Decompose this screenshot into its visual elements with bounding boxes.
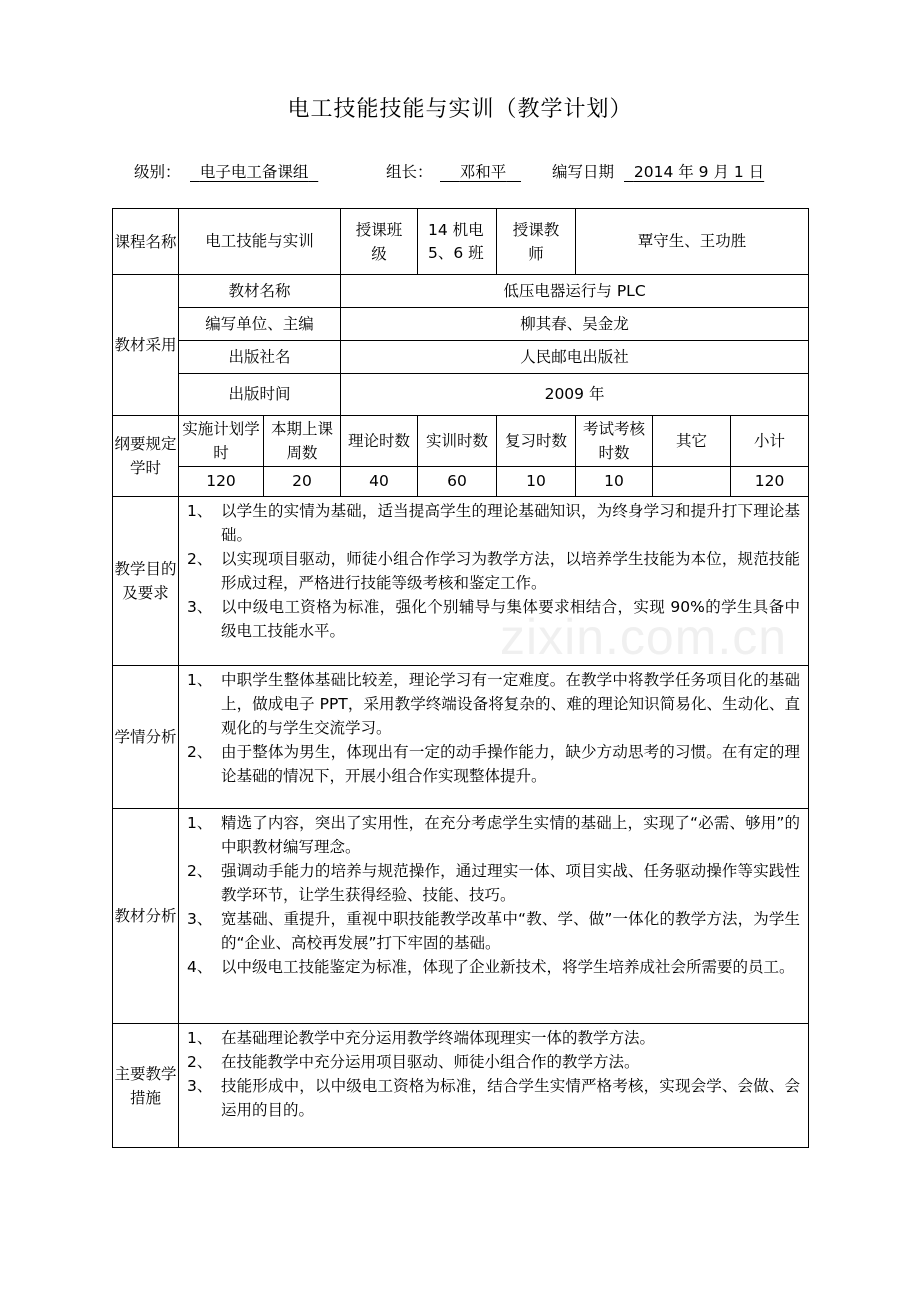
date-label: 编写日期 <box>552 163 615 181</box>
hours-value: 40 <box>341 467 418 497</box>
item-text: 强调动手能力的培养与规范操作，通过理实一体、项目实战、任务驱动操作等实践性教学环节，让学生获得经验、技能、技巧。 <box>221 862 801 904</box>
item-text: 以学生的实情为基础，适当提高学生的理论基础知识，为终身学习和提升打下理论基础。 <box>221 502 801 544</box>
hours-header: 复习时数 <box>497 416 576 467</box>
item-number: 1、 <box>187 814 213 832</box>
textbook-section-label: 教材采用 <box>113 275 179 416</box>
hours-value <box>653 467 731 497</box>
item-text: 宽基础、重提升，重视中职技能教学改革中“教、学、做”一体化的教学方法，为学生的“企业、高校再发展”打下牢固的基础。 <box>221 910 801 952</box>
section-label: 主要教学措施 <box>113 1024 179 1148</box>
section-label: 教学目的及要求 <box>113 497 179 666</box>
date-value: 2014 年 9 月 1 日 <box>633 163 765 181</box>
item-number: 3、 <box>187 598 213 616</box>
textbook-label: 教材名称 <box>179 275 341 308</box>
item-text: 中职学生整体基础比较差，理论学习有一定难度。在教学中将教学任务项目化的基础上，做成电子 PPT，采用教学终端设备将复杂的、难的理论知识简易化、生动化、直观化的与学生交流学习。 <box>221 671 801 737</box>
item-text: 以中级电工技能鉴定为标准，体现了企业新技术，将学生培养成社会所需要的员工。 <box>221 958 795 976</box>
list-item <box>187 811 800 859</box>
item-text: 以实现项目驱动，师徒小组合作学习为教学方法，以培养学生技能为本位，规范技能形成过程，严格进行技能等级考核和鉴定工作。 <box>221 550 801 592</box>
hours-value-row <box>113 467 809 497</box>
textbook-row <box>113 374 809 416</box>
section-label: 教材分析 <box>113 809 179 1024</box>
item-text: 精选了内容，突出了实用性，在充分考虑学生实情的基础上，实现了“必需、够用”的中职教材编写理念。 <box>221 814 801 856</box>
hours-value: 10 <box>497 467 576 497</box>
textbook-value: 低压电器运行与 PLC <box>341 275 809 308</box>
textbook-label: 出版时间 <box>179 374 341 416</box>
textbook-label: 编写单位、主编 <box>179 308 341 341</box>
item-number: 4、 <box>187 958 213 976</box>
course-name-value: 电工技能与实训 <box>179 209 341 275</box>
level-value: 电子电工备课组 <box>199 163 309 181</box>
section-row <box>113 666 809 809</box>
textbook-row <box>113 308 809 341</box>
class-value: 14 机电 5、6 班 <box>418 209 497 275</box>
hours-header: 实训时数 <box>418 416 497 467</box>
item-number: 2、 <box>187 550 213 568</box>
teacher-value: 覃守生、王功胜 <box>576 209 809 275</box>
page-title: 电工技能技能与实训（教学计划） <box>287 97 633 122</box>
section-content <box>179 666 809 809</box>
textbook-value: 2009 年 <box>341 374 809 416</box>
textbook-label: 出版社名 <box>179 341 341 374</box>
section-content <box>179 809 809 1024</box>
textbook-row <box>113 341 809 374</box>
leader-label: 组长： <box>386 163 433 181</box>
textbook-row <box>113 275 809 308</box>
item-text: 以中级电工资格为标准，强化个别辅导与集体要求相结合，实现 90%的学生具备中级电工技能水平。 <box>221 598 801 640</box>
item-number: 2、 <box>187 862 213 880</box>
hours-header: 其它 <box>653 416 731 467</box>
hours-value: 120 <box>179 467 264 497</box>
hours-value: 20 <box>264 467 341 497</box>
hours-value: 120 <box>731 467 809 497</box>
list-item <box>187 955 800 979</box>
hours-section-label: 纲要规定学时 <box>113 416 179 497</box>
item-number: 3、 <box>187 1077 213 1095</box>
hours-header: 理论时数 <box>341 416 418 467</box>
hours-header: 考试考核时数 <box>576 416 653 467</box>
textbook-value: 人民邮电出版社 <box>341 341 809 374</box>
teacher-label: 授课教师 <box>497 209 576 275</box>
item-number: 3、 <box>187 910 213 928</box>
hours-header: 实施计划学时 <box>179 416 264 467</box>
course-row <box>113 209 809 275</box>
section-row <box>113 1024 809 1148</box>
course-name-label: 课程名称 <box>113 209 179 275</box>
item-number: 2、 <box>187 1053 213 1071</box>
list-item <box>187 740 800 788</box>
section-label: 学情分析 <box>113 666 179 809</box>
hours-header-row <box>113 416 809 467</box>
leader-value: 邓和平 <box>459 163 507 181</box>
meta-line <box>0 160 920 186</box>
hours-header: 本期上课周数 <box>264 416 341 467</box>
hours-header: 小计 <box>731 416 809 467</box>
level-label: 级别： <box>134 163 181 181</box>
list-item <box>187 1074 800 1122</box>
item-text: 在基础理论教学中充分运用教学终端体现理实一体的教学方法。 <box>221 1029 656 1047</box>
list-item <box>187 668 800 740</box>
list-item <box>187 499 800 547</box>
list-item <box>187 1026 800 1050</box>
watermark: zixin.com.cn <box>500 609 788 665</box>
item-text: 技能形成中，以中级电工资格为标准，结合学生实情严格考核，实现会学、会做、会运用的目的。 <box>221 1077 801 1119</box>
section-row <box>113 809 809 1024</box>
plan-table <box>112 208 809 1148</box>
item-text: 在技能教学中充分运用项目驱动、师徒小组合作的教学方法。 <box>221 1053 640 1071</box>
list-item <box>187 859 800 907</box>
item-text: 由于整体为男生，体现出有一定的动手操作能力，缺少方动思考的习惯。在有定的理论基础的情况下，开展小组合作实现整体提升。 <box>221 743 801 785</box>
list-item <box>187 547 800 595</box>
hours-value: 60 <box>418 467 497 497</box>
item-number: 1、 <box>187 671 213 689</box>
textbook-value: 柳其春、吴金龙 <box>341 308 809 341</box>
section-content <box>179 1024 809 1148</box>
class-label: 授课班级 <box>341 209 418 275</box>
item-number: 2、 <box>187 743 213 761</box>
list-item <box>187 1050 800 1074</box>
list-item <box>187 907 800 955</box>
hours-value: 10 <box>576 467 653 497</box>
item-number: 1、 <box>187 502 213 520</box>
item-number: 1、 <box>187 1029 213 1047</box>
